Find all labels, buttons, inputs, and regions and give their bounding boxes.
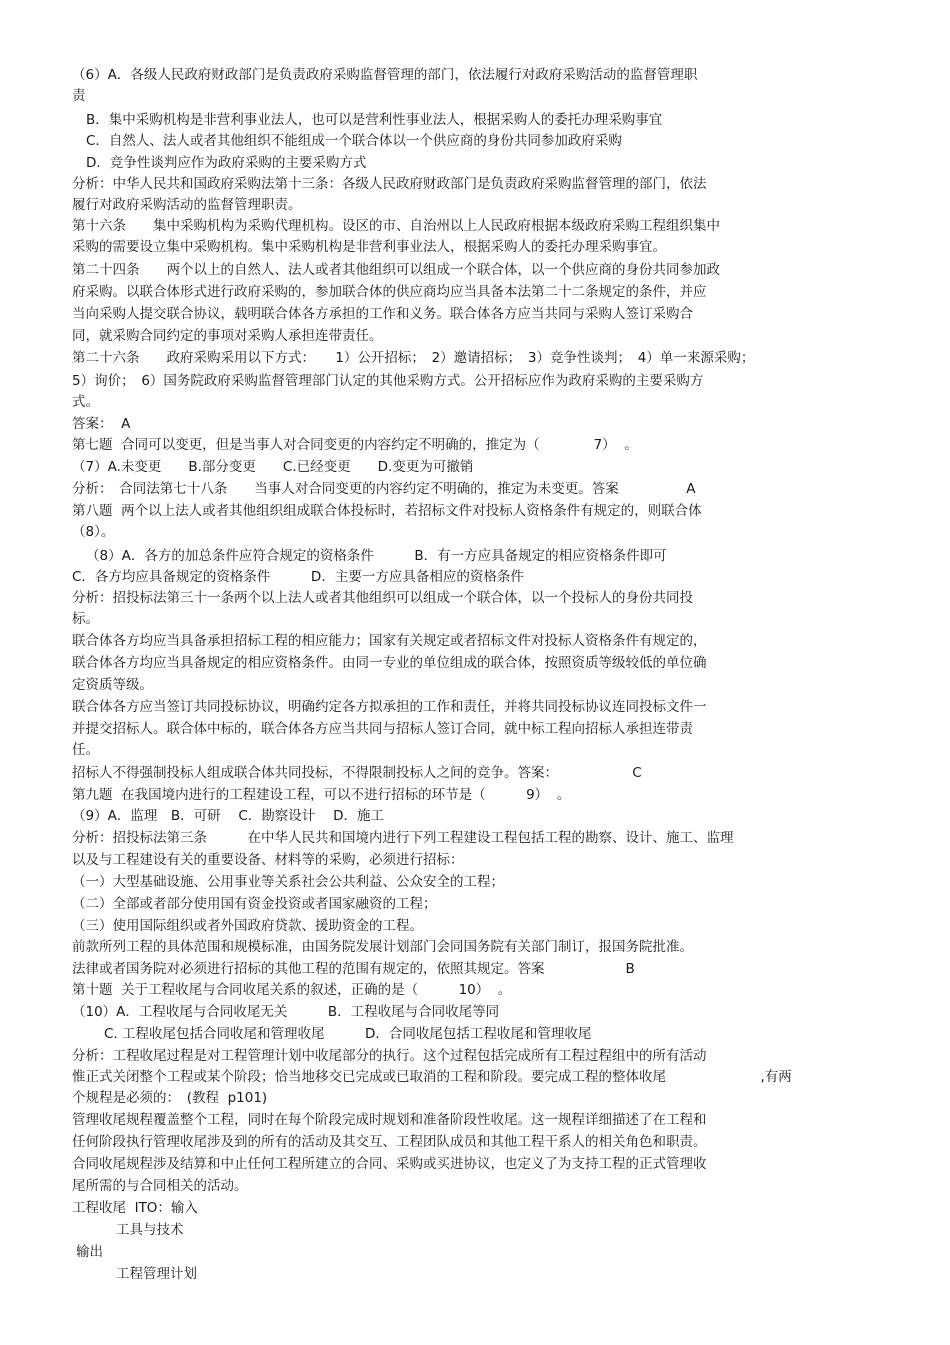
q7-options: （7）A.未变更 B.部分变更 C.已经变更 D.变更为可撤销 — [72, 459, 474, 475]
q8-answer: 招标人不得强制投标人组成联合体共同投标，不得限制投标人之间的竞争。答案： C — [72, 765, 642, 781]
text-line: 第十六条 集中采购机构为采购代理机构。设区的市、自治州以上人民政府根据本级政府采购工程组织集中 — [72, 218, 720, 234]
text-line: 5）询价； 6）国务院政府采购监督管理部门认定的其他采购方式。公开招标应作为政府采购的主要采购方 — [72, 373, 704, 389]
q6-option-d: D．竞争性谈判应作为政府采购的主要采购方式 — [86, 155, 367, 171]
text-line: 第二十四条 两个以上的自然人、法人或者其他组织可以组成一个联合体，以一个供应商的身份共同参加政 — [72, 262, 720, 278]
text-line: 联合体各方均应当具备规定的相应资格条件。由同一专业的单位组成的联合体，按照资质等级较低的单位确 — [72, 655, 707, 671]
q6-option-a: （6）A．各级人民政府财政部门是负责政府采购监督管理的部门，依法履行对政府采购活动的监督管理职 — [72, 67, 698, 83]
ito-tools: 工具与技术 — [116, 1222, 184, 1238]
text-line: （三）使用国际组织或者外国政府贷款、援助资金的工程。 — [72, 918, 423, 934]
q6-analysis: 分析：中华人民共和国政府采购法第十三条：各级人民政府财政部门是负责政府采购监督管理的部门，依法 — [72, 176, 707, 192]
q10-analysis: 分析：工程收尾过程是对工程管理计划中收尾部分的执行。这个过程包括完成所有工程过程组中的所有活动 — [72, 1048, 707, 1064]
text-line: 任。 — [72, 742, 99, 758]
q9-analysis: 分析：招投标法第三条 在中华人民共和国境内进行下列工程建设工程包括工程的勘察、设计、施工、监理 — [72, 830, 734, 846]
q6-answer: 答案： A — [72, 416, 131, 432]
ito-plan: 工程管理计划 — [116, 1266, 197, 1282]
q9-options: （9）A．监理 B．可研 C．勘察设计 D．施工 — [72, 808, 384, 824]
q8-question-cont: （8）。 — [72, 524, 115, 540]
text-line: 府采购。以联合体形式进行政府采购的，参加联合体的供应商均应当具备本法第二十二条规定的条件，并应 — [72, 284, 707, 300]
text-line: 式。 — [72, 394, 99, 410]
text-line: 履行对政府采购活动的监督管理职责。 — [72, 197, 302, 213]
q8-options-cd: C．各方均应具备规定的资格条件 D．主要一方应具备相应的资格条件 — [72, 569, 524, 585]
text-line: 第二十六条 政府采购采用以下方式： 1）公开招标； 2）邀请招标； 3）竞争性谈判； 4）单一来源采购； — [72, 350, 755, 366]
text-line: 定资质等级。 — [72, 677, 153, 693]
text-line: 联合体各方应当签订共同投标协议，明确约定各方拟承担的工作和责任，并将共同投标协议连同投标文件一 — [72, 699, 707, 715]
q8-analysis: 分析：招投标法第三十一条两个以上法人或者其他组织可以组成一个联合体，以一个投标人的身份共同投 — [72, 590, 693, 606]
text-line: 合同收尾规程涉及结算和中止任何工程所建立的合同、采购或买进协议，也定义了为支持工程的正式管理收 — [72, 1156, 707, 1172]
q9-question: 第九题 在我国境内进行的工程建设工程，可以不进行招标的环节是（ 9） 。 — [72, 787, 571, 803]
q8-options-ab: （8）A．各方的加总条件应符合规定的资格条件 B．有一方应具备规定的相应资格条件即可 — [86, 548, 667, 564]
q10-options-ab: （10）A．工程收尾与合同收尾无关 B．工程收尾与合同收尾等同 — [72, 1004, 500, 1020]
q6-option-b: B．集中采购机构是非营利事业法人，也可以是营利性事业法人，根据采购人的委托办理采购事宜 — [86, 112, 663, 128]
q6-option-c: C．自然人、法人或者其他组织不能组成一个联合体以一个供应商的身份共同参加政府采购 — [86, 133, 622, 149]
text-line: 采购的需要设立集中采购机构。集中采购机构是非营利事业法人，根据采购人的委托办理采购事宜。 — [72, 239, 666, 255]
text-line: 联合体各方均应当具备承担招标工程的相应能力；国家有关规定或者招标文件对投标人资格条件有规定的， — [72, 633, 707, 649]
text-line: 以及与工程建设有关的重要设备、材料等的采购，必须进行招标： — [72, 852, 464, 868]
q7-analysis: 分析： 合同法第七十八条 当事人对合同变更的内容约定不明确的，推定为未变更。答案 A — [72, 481, 696, 497]
text-line: 当向采购人提交联合协议，载明联合体各方承担的工作和义务。联合体各方应当共同与采购人签订采购合 — [72, 306, 693, 322]
text-line: 同，就采购合同约定的事项对采购人承担连带责任。 — [72, 328, 383, 344]
text-line: 并提交招标人。联合体中标的，联合体各方应当共同与招标人签订合同，就中标工程向招标人承担连带责 — [72, 721, 693, 737]
text-line: 前款所列工程的具体范围和规模标准，由国务院发展计划部门会同国务院有关部门制订，报国务院批准。 — [72, 939, 693, 955]
text-line: （二）全部或者部分使用国有资金投资或者国家融资的工程； — [72, 896, 437, 912]
q10-question: 第十题 关于工程收尾与合同收尾关系的叙述，正确的是（ 10） 。 — [72, 982, 512, 998]
q10-options-cd: C. 工程收尾包括合同收尾和管理收尾 D．合同收尾包括工程收尾和管理收尾 — [104, 1026, 592, 1042]
q6-option-a-cont: 责 — [72, 88, 86, 104]
q9-answer: 法律或者国务院对必须进行招标的其他工程的范围有规定的，依照其规定。答案 B — [72, 961, 635, 977]
text-line: 任何阶段执行管理收尾涉及到的所有的活动及其交互、工程团队成员和其他工程干系人的相关角色和职责。 — [72, 1134, 707, 1150]
q7-question: 第七题 合同可以变更，但是当事人对合同变更的内容约定不明确的，推定为（ 7） 。 — [72, 437, 638, 453]
text-line: 个规程是必须的： (教程 p101) — [72, 1090, 268, 1106]
ito-output: 输出 — [76, 1244, 103, 1260]
ito-heading: 工程收尾 ITO：输入 — [72, 1200, 198, 1216]
q8-question: 第八题 两个以上法人或者其他组织组成联合体投标时，若招标文件对投标人资格条件有规定的，则联合体 — [72, 503, 702, 519]
text-line: 惟正式关闭整个工程或某个阶段；恰当地移交已完成或已取消的工程和阶段。要完成工程的整体收尾 ,有两 — [72, 1069, 792, 1085]
text-line: 尾所需的与合同相关的活动。 — [72, 1178, 248, 1194]
text-line: （一）大型基础设施、公用事业等关系社会公共利益、公众安全的工程； — [72, 874, 504, 890]
text-line: 标。 — [72, 611, 99, 627]
text-line: 管理收尾规程覆盖整个工程，同时在每个阶段完成时规划和准备阶段性收尾。这一规程详细描述了在工程和 — [72, 1112, 707, 1128]
